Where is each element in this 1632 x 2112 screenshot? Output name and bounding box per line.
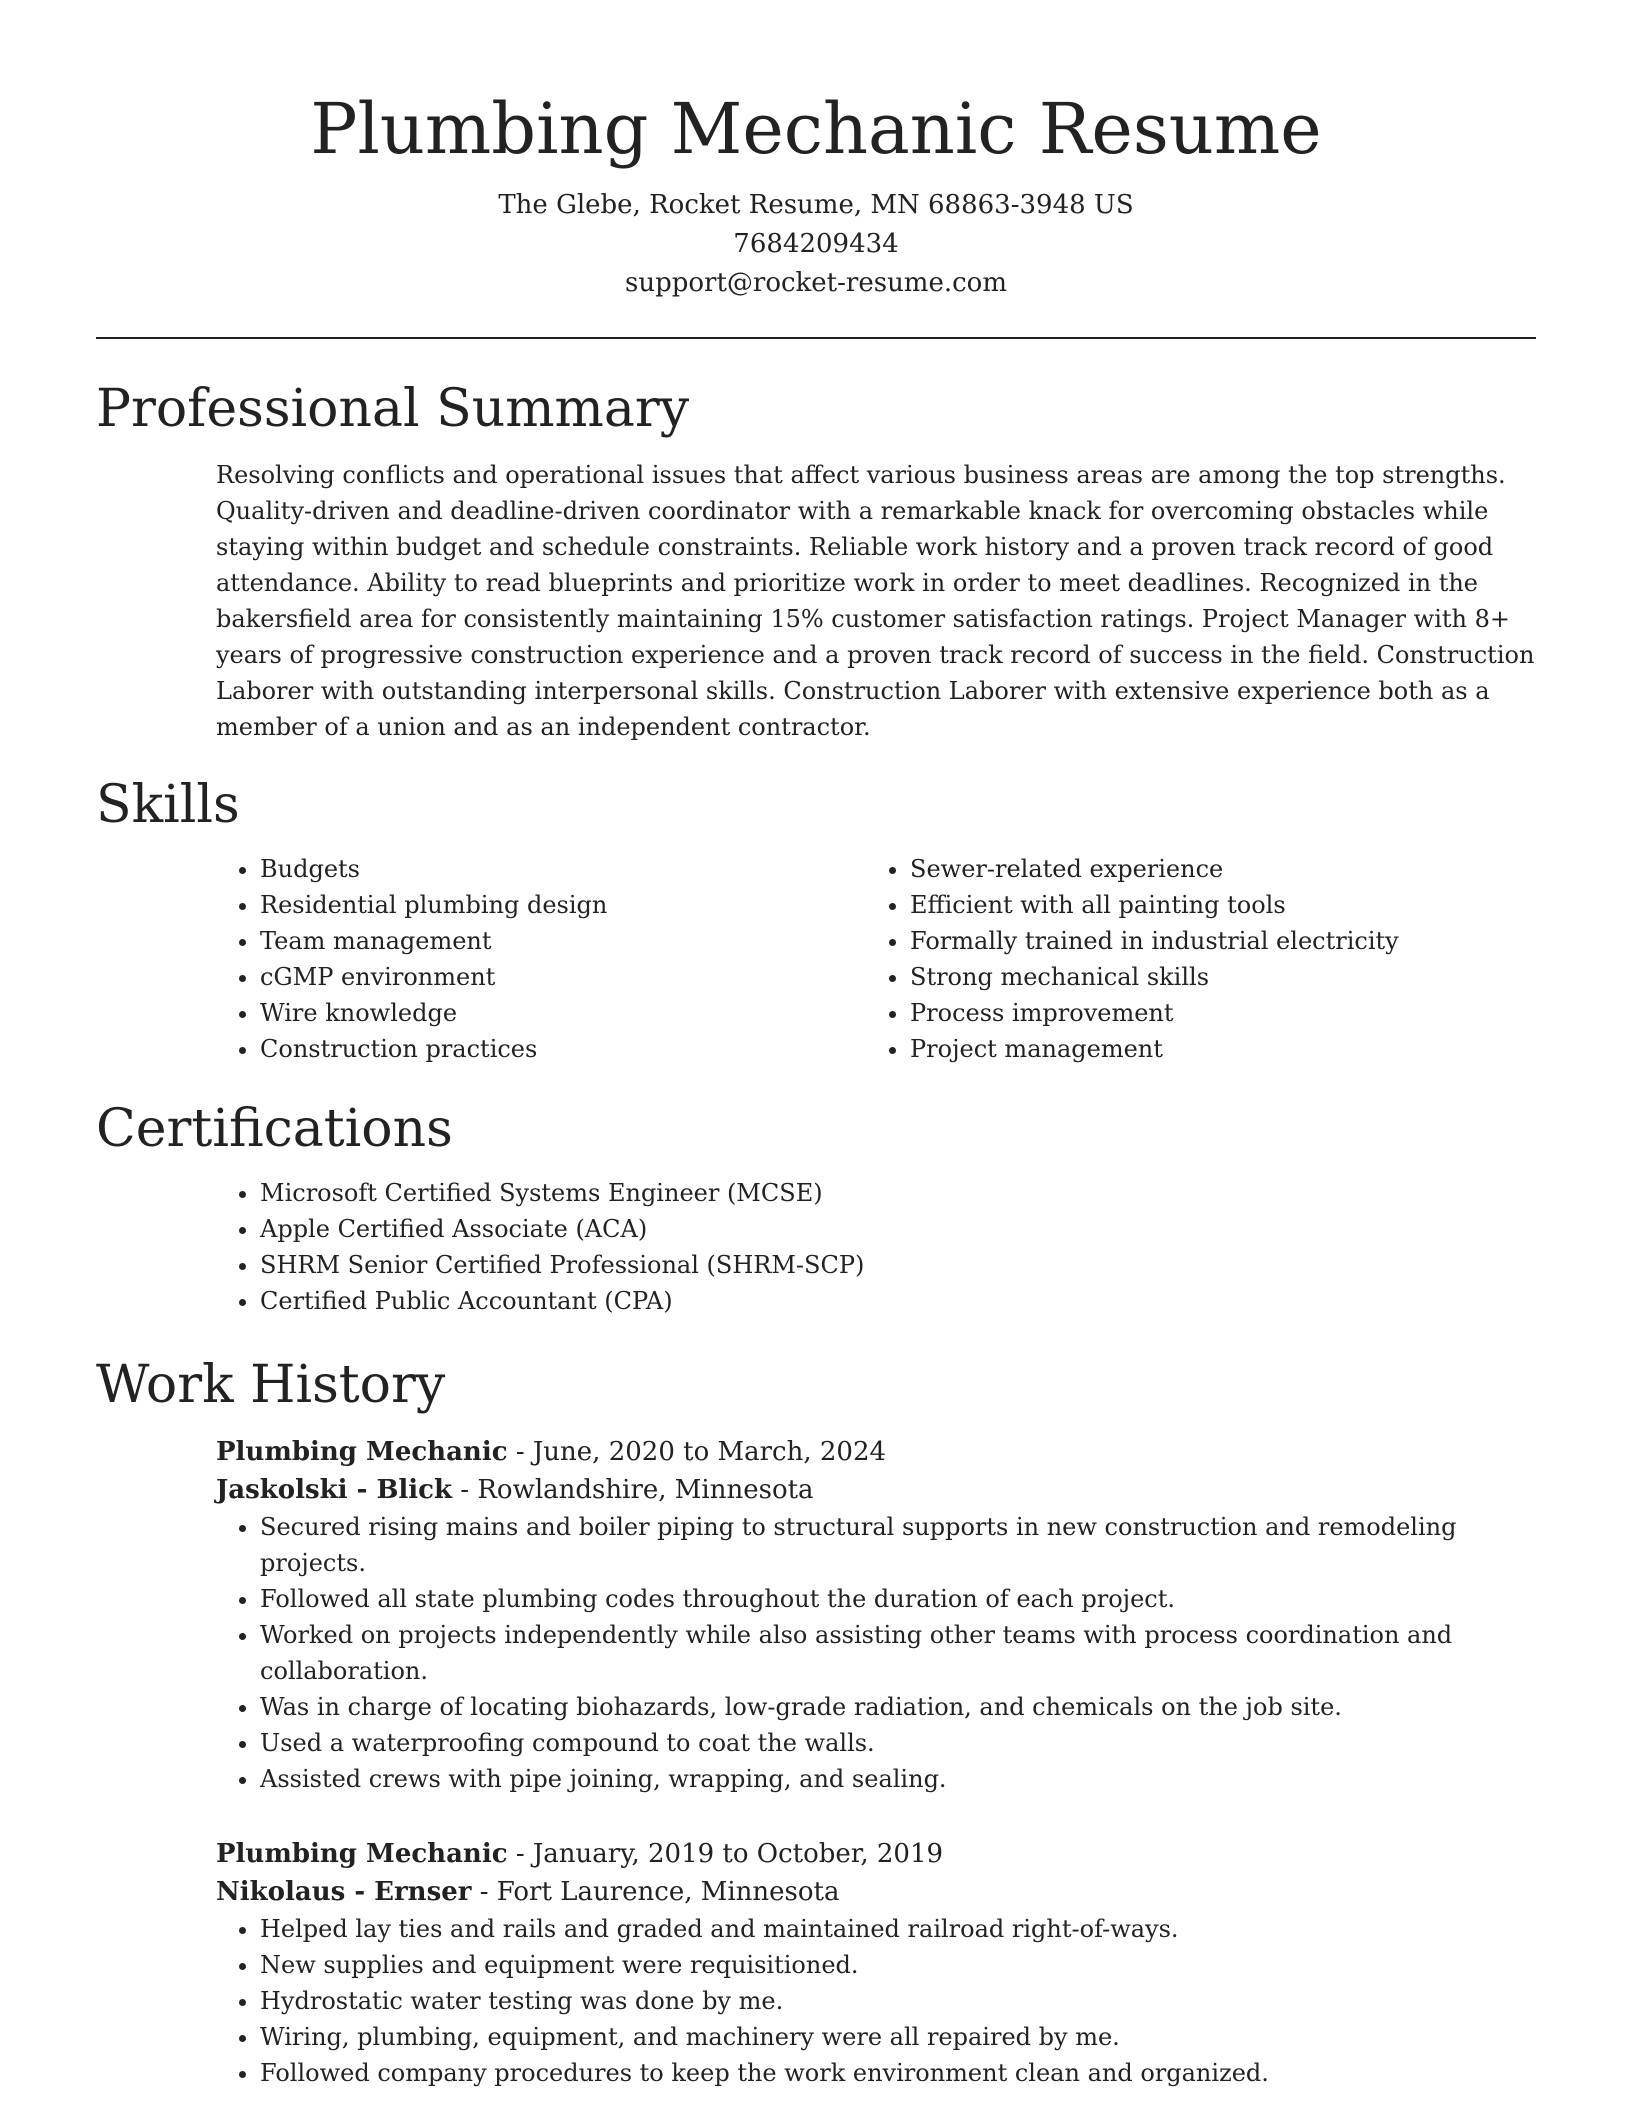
skill-item: • Residential plumbing design xyxy=(260,887,866,923)
header-divider xyxy=(96,337,1536,339)
contact-block xyxy=(96,186,1536,303)
job-duty: • Wiring, plumbing, equipment, and machinery were all repaired by me. xyxy=(260,2019,1536,2055)
job-entry xyxy=(216,1433,1536,1797)
skill-item: • Strong mechanical skills xyxy=(910,959,1516,995)
job-company: Nikolaus - Ernser xyxy=(216,1877,472,1907)
contact-email: support@rocket-resume.com xyxy=(624,268,1007,298)
job-duty: • Used a waterproofing compound to coat the walls. xyxy=(260,1725,1536,1761)
certification-item: • Certified Public Accountant (CPA) xyxy=(260,1283,1536,1319)
certification-item: • Apple Certified Associate (ACA) xyxy=(260,1211,1536,1247)
skill-item: • Team management xyxy=(260,923,866,959)
job-duty: • Assisted crews with pipe joining, wrapping, and sealing. xyxy=(260,1761,1536,1797)
skills-column-right xyxy=(866,851,1516,1067)
certifications-heading: Certifications xyxy=(96,1099,453,1159)
contact-address: The Glebe, Rocket Resume, MN 68863-3948 US xyxy=(498,190,1134,220)
skills-list xyxy=(216,851,1536,1067)
job-role: Plumbing Mechanic xyxy=(216,1839,508,1869)
contact-phone: 7684209434 xyxy=(733,229,899,259)
resume-header xyxy=(96,0,1536,303)
job-duty: • Was in charge of locating biohazards, low-grade radiation, and chemicals on the job site. xyxy=(260,1689,1536,1725)
job-company-line xyxy=(216,1873,1536,1911)
skill-item: • Process improvement xyxy=(910,995,1516,1031)
job-duty: • New supplies and equipment were requisitioned. xyxy=(260,1947,1536,1983)
job-duty: • Hydrostatic water testing was done by me. xyxy=(260,1983,1536,2019)
skill-item: • Wire knowledge xyxy=(260,995,866,1031)
skill-item: • Project management xyxy=(910,1031,1516,1067)
job-duty: • Followed all state plumbing codes throughout the duration of each project. xyxy=(260,1581,1536,1617)
certification-item: • Microsoft Certified Systems Engineer (MCSE) xyxy=(260,1175,1536,1211)
job-entry xyxy=(216,1835,1536,2091)
job-role: Plumbing Mechanic xyxy=(216,1437,508,1467)
job-dates: - June, 2020 to March, 2024 xyxy=(507,1437,887,1467)
job-duty: • Worked on projects independently while also assisting other teams with process coordination and collaboration. xyxy=(260,1617,1536,1689)
job-duties-list xyxy=(216,1509,1536,1797)
skill-item: • Budgets xyxy=(260,851,866,887)
job-duty: • Secured rising mains and boiler piping to structural supports in new construction and remodeling projects. xyxy=(260,1509,1536,1581)
skill-item: • Construction practices xyxy=(260,1031,866,1067)
skills-column-left xyxy=(216,851,866,1067)
certifications-list xyxy=(216,1175,1536,1319)
job-dates: - January, 2019 to October, 2019 xyxy=(507,1839,944,1869)
job-duty: • Helped lay ties and rails and graded and maintained railroad right-of-ways. xyxy=(260,1911,1536,1947)
summary-text: Resolving conflicts and operational issues that affect various business areas are among the top strengths. Quality-driven and deadline-driven coordinator with a remarkable knack for overcoming obstacles while staying within budget and schedule constraints. Reliable work history and a proven track record of good attendance. Ability to read blueprints and prioritize work in order to meet deadlines. Recognized in the bakersfield area for consistently maintaining 15% customer satisfaction ratings. Project Manager with 8+ years of progressive construction experience and a proven track record of success in the field. Construction Laborer with outstanding interpersonal skills. Construction Laborer with extensive experience both as a member of a union and as an independent contractor. xyxy=(216,461,1535,741)
job-title-line xyxy=(216,1433,1536,1471)
skill-item: • Formally trained in industrial electricity xyxy=(910,923,1516,959)
job-duties-list xyxy=(216,1911,1536,2091)
skill-item: • cGMP environment xyxy=(260,959,866,995)
work-history-heading: Work History xyxy=(96,1355,446,1415)
skills-heading: Skills xyxy=(96,775,240,835)
resume-title: Plumbing Mechanic Resume xyxy=(310,88,1322,170)
job-company: Jaskolski - Blick xyxy=(216,1475,453,1505)
summary-heading: Professional Summary xyxy=(96,379,690,439)
job-company-line xyxy=(216,1471,1536,1509)
job-location: - Fort Laurence, Minnesota xyxy=(471,1877,840,1907)
certification-item: • SHRM Senior Certified Professional (SHRM-SCP) xyxy=(260,1247,1536,1283)
job-duty: • Followed company procedures to keep the work environment clean and organized. xyxy=(260,2055,1536,2091)
job-location: - Rowlandshire, Minnesota xyxy=(452,1475,814,1505)
job-title-line xyxy=(216,1835,1536,1873)
skill-item: • Sewer-related experience xyxy=(910,851,1516,887)
skill-item: • Efficient with all painting tools xyxy=(910,887,1516,923)
